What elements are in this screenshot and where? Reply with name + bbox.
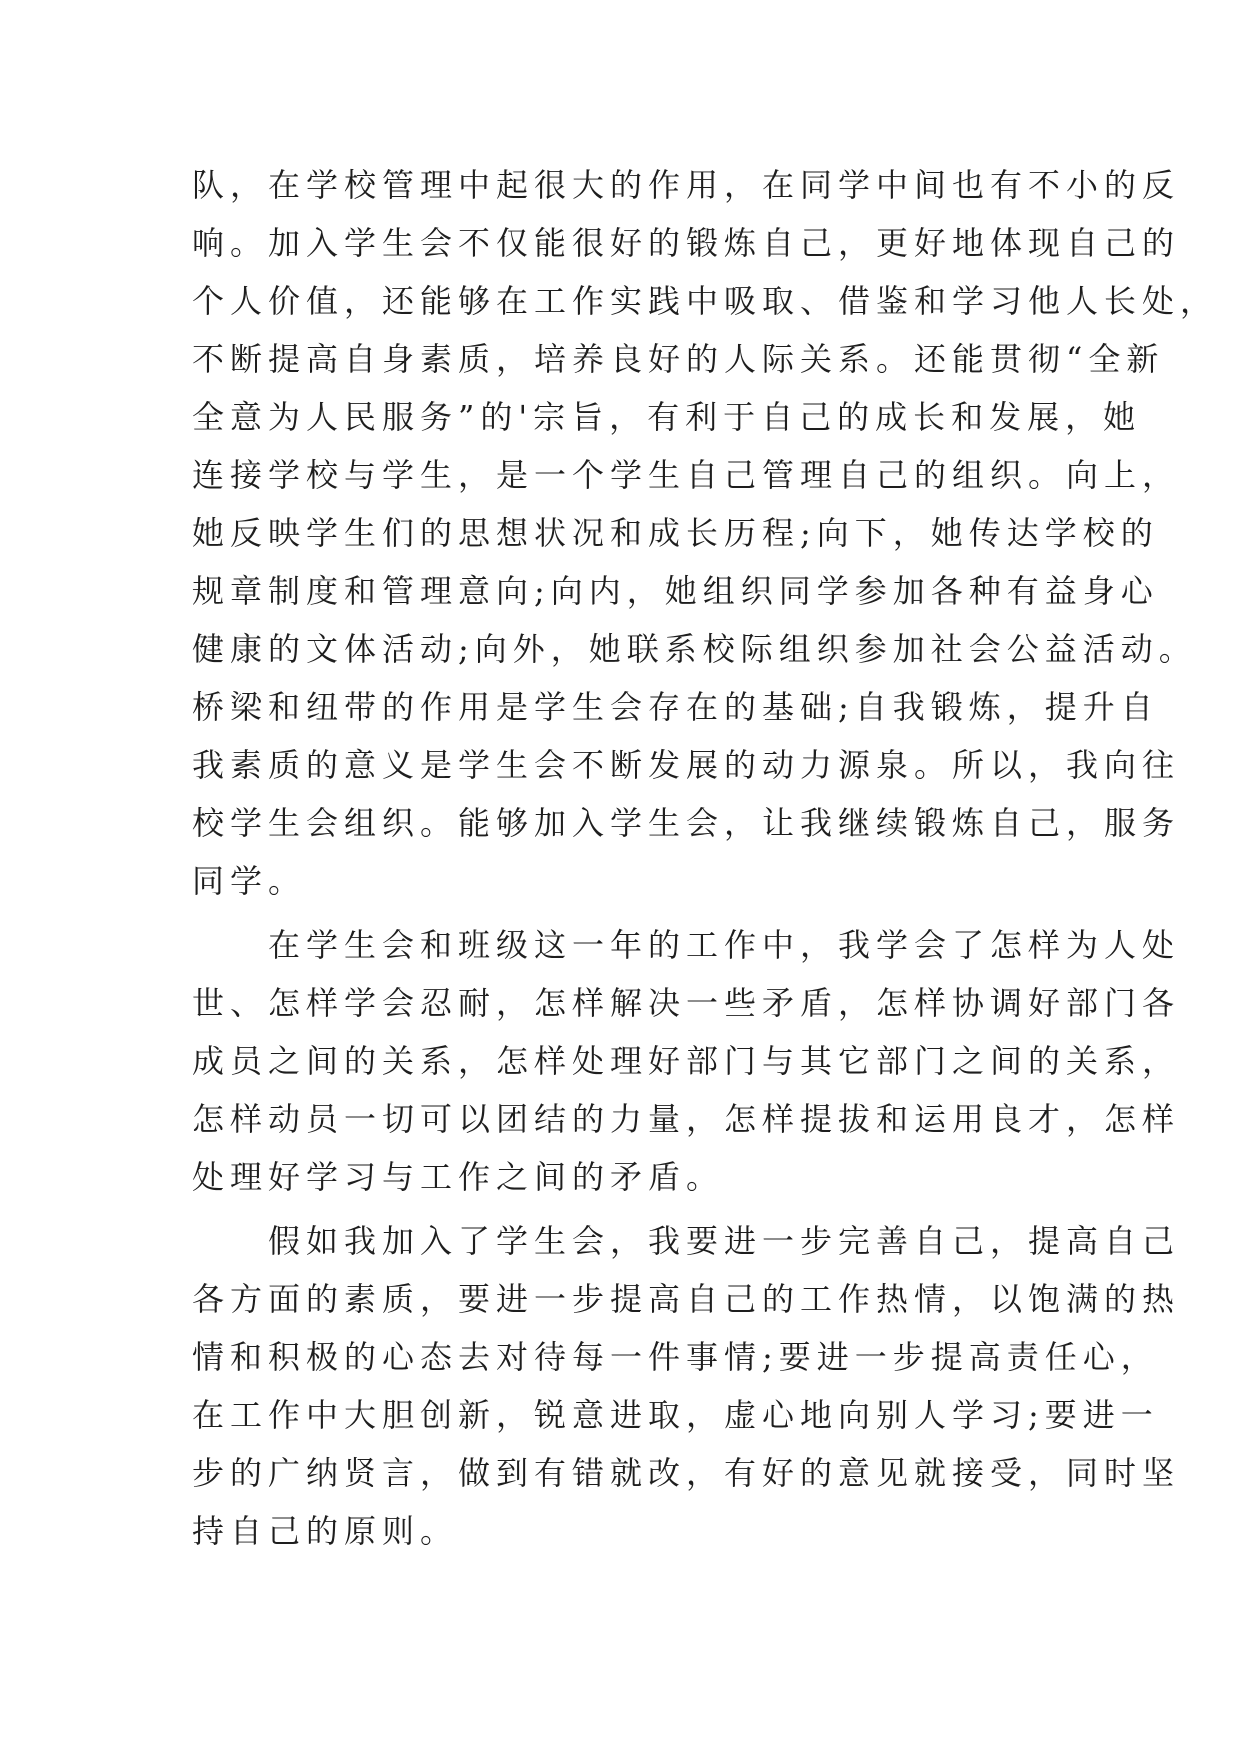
text-line: 健康的文体活动;向外，她联系校际组织参加社会公益活动。: [192, 630, 1197, 668]
text-line: 持自己的原则。: [192, 1512, 459, 1550]
document-body: [192, 156, 1219, 1560]
text-line: 步的广纳贤言，做到有错就改，有好的意见就接受，同时坚: [192, 1454, 1181, 1492]
text-line: 同学。: [192, 862, 307, 900]
text-line: 连接学校与学生，是一个学生自己管理自己的组织。向上，: [192, 456, 1181, 494]
text-line: 个人价值，还能够在工作实践中吸取、借鉴和学习他人长处，: [192, 282, 1219, 320]
text-line: 情和积极的心态去对待每一件事情;要进一步提高责任心，: [192, 1338, 1159, 1376]
text-line: 各方面的素质，要进一步提高自己的工作热情，以饱满的热: [192, 1280, 1181, 1318]
text-line: 响。加入学生会不仅能很好的锻炼自己，更好地体现自己的: [192, 224, 1181, 262]
text-line: 规章制度和管理意向;向内，她组织同学参加各种有益身心: [192, 572, 1159, 610]
text-line: 怎样动员一切可以团结的力量，怎样提拔和运用良才，怎样: [192, 1100, 1181, 1138]
paragraph-3: [192, 1212, 1181, 1560]
text-line: 成员之间的关系，怎样处理好部门与其它部门之间的关系，: [192, 1042, 1181, 1080]
text-line: 假如我加入了学生会，我要进一步完善自己，提高自己: [192, 1222, 1181, 1260]
text-line: 校学生会组织。能够加入学生会，让我继续锻炼自己，服务: [192, 804, 1181, 842]
paragraph-1: [192, 156, 1219, 910]
text-line: 处理好学习与工作之间的矛盾。: [192, 1158, 725, 1196]
text-line: 在工作中大胆创新，锐意进取，虚心地向别人学习;要进一: [192, 1396, 1159, 1434]
text-line: 全意为人民服务”的'宗旨，有利于自己的成长和发展，她: [192, 398, 1142, 436]
text-line: 在学生会和班级这一年的工作中，我学会了怎样为人处: [192, 926, 1181, 964]
text-line: 不断提高自身素质，培养良好的人际关系。还能贯彻“全新: [192, 340, 1165, 378]
text-line: 她反映学生们的思想状况和成长历程;向下，她传达学校的: [192, 514, 1159, 552]
text-line: 桥梁和纽带的作用是学生会存在的基础;自我锻炼，提升自: [192, 688, 1159, 726]
text-line: 世、怎样学会忍耐，怎样解决一些矛盾，怎样协调好部门各: [192, 984, 1181, 1022]
paragraph-2: [192, 916, 1181, 1206]
text-line: 队，在学校管理中起很大的作用，在同学中间也有不小的反: [192, 166, 1181, 204]
text-line: 我素质的意义是学生会不断发展的动力源泉。所以，我向往: [192, 746, 1181, 784]
